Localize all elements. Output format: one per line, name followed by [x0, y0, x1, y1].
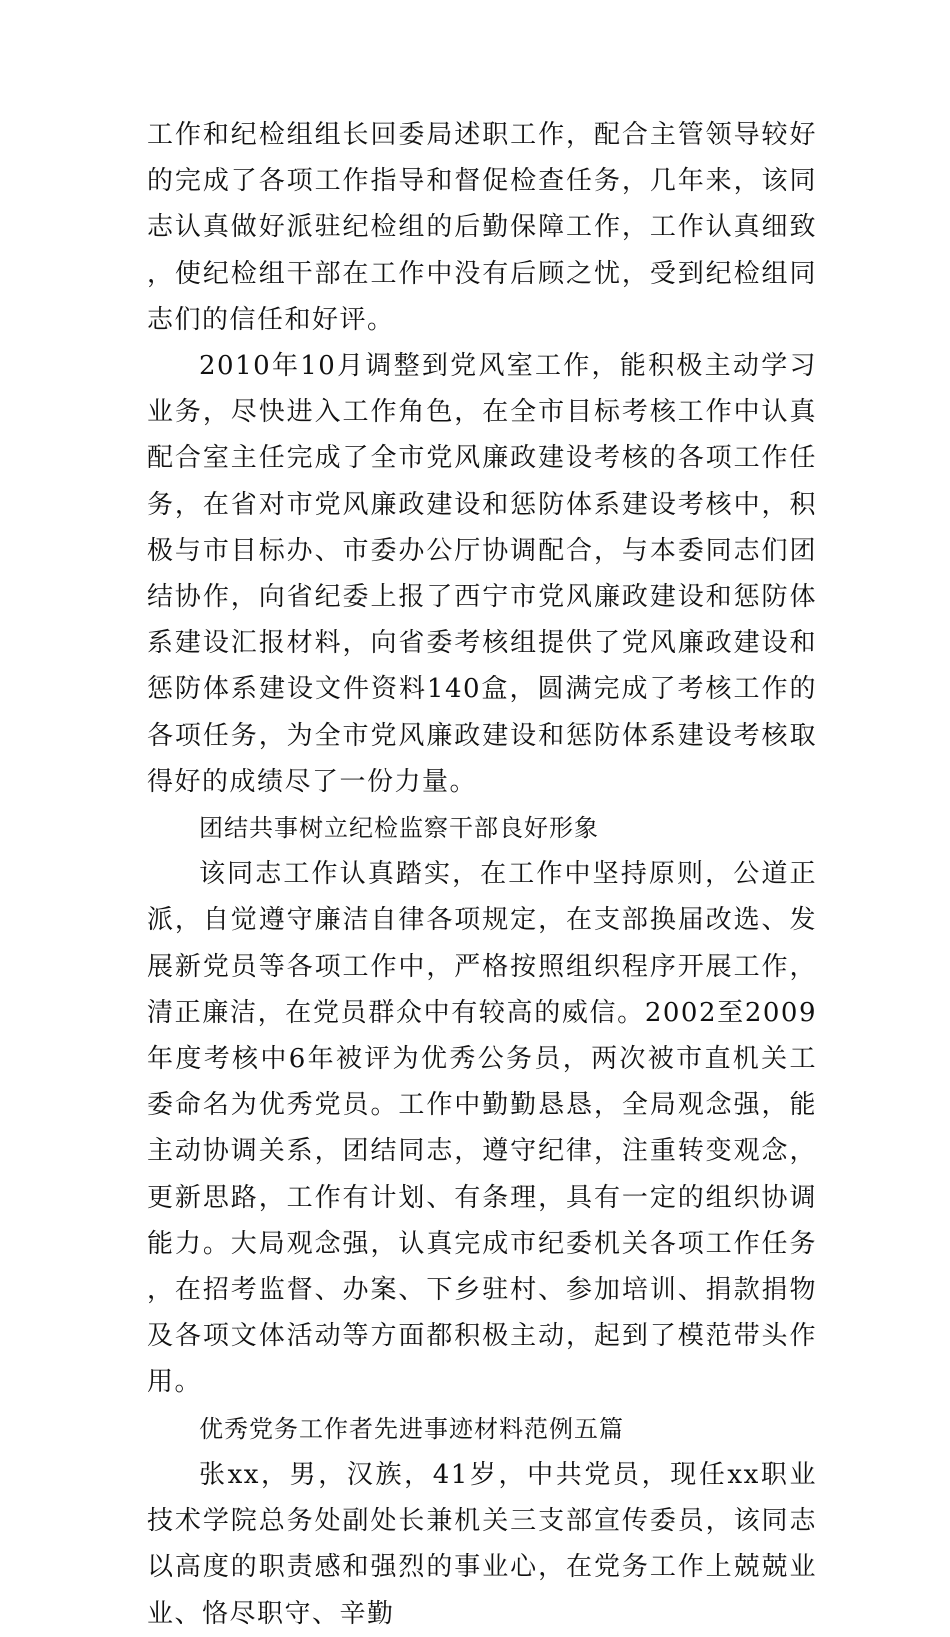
- section-heading-unity: 团结共事树立纪检监察干部良好形象: [199, 814, 599, 843]
- section-heading-examples: 优秀党务工作者先进事迹材料范例五篇: [199, 1414, 624, 1443]
- paragraph-p2: 2010年10月调整到党风室工作，能积极主动学习业务，尽快进入工作角色，在全市目标考核工作中认真配合室主任完成了全市党风廉政建设考核的各项工作任务，在省对市党风廉政建设和惩防体系建设考核中，积极与市目标办、市委办公厅协调配合，与本委同志们团结协作，向省纪委上报了西宁市党风廉政建设和惩防体系建设汇报材料，向省委考核组提供了党风廉政建设和惩防体系建设文件资料140盒，圆满完成了考核工作的各项任务，为全市党风廉政建设和惩防体系建设考核取得好的成绩尽了一份力量。: [147, 351, 817, 797]
- paragraph-p4: 张xx，男，汉族，41岁，中共党员，现任xx职业技术学院总务处副处长兼机关三支部宣传委员，该同志以高度的职责感和强烈的事业心，在党务工作上兢兢业业、恪尽职守、辛勤: [147, 1459, 817, 1629]
- paragraph-p3: 该同志工作认真踏实，在工作中坚持原则，公道正派，自觉遵守廉洁自律各项规定，在支部换届改选、发展新党员等各项工作中，严格按照组织程序开展工作，清正廉洁，在党员群众中有较高的威信。2002至2009年度考核中6年被评为优秀公务员，两次被市直机关工委命名为优秀党员。工作中勤勤恳恳，全局观念强，能主动协调关系，团结同志，遵守纪律，注重转变观念，更新思路，工作有计划、有条理，具有一定的组织协调能力。大局观念强，认真完成市纪委机关各项工作任务，在招考监督、办案、下乡驻村、参加培训、捐款捐物及各项文体活动等方面都积极主动，起到了模范带头作用。: [147, 859, 817, 1398]
- paragraph-p1: 工作和纪检组组长回委局述职工作，配合主管领导较好的完成了各项工作指导和督促检查任务，几年来，该同志认真做好派驻纪检组的后勤保障工作，工作认真细致，使纪检组干部在工作中没有后顾之忧，受到纪检组同志们的信任和好评。: [147, 120, 817, 335]
- document-body: [147, 112, 817, 1637]
